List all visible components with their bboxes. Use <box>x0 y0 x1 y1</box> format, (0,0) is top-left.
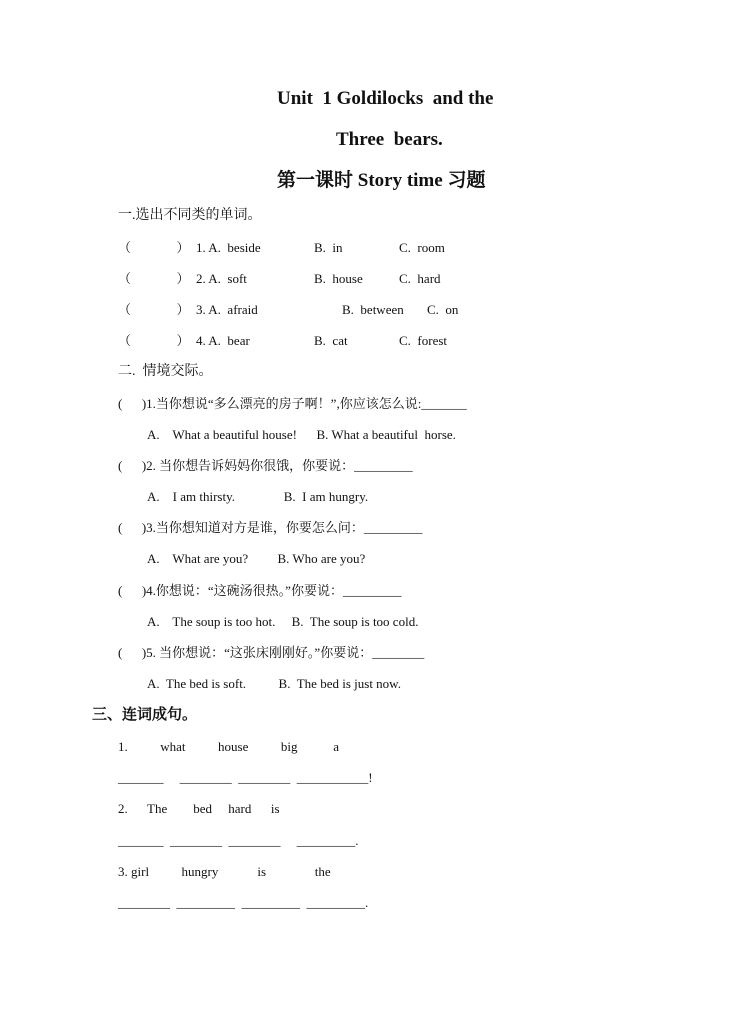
option-b: B. house <box>314 271 363 286</box>
question-1[interactable]: ( )1.当你想说“多么漂亮的房子啊！”,你应该怎么说:_______ <box>118 396 467 411</box>
question-3-options: A. What are you? B. Who are you? <box>147 551 366 566</box>
question-1-options: A. What a beautiful house! B. What a beautiful horse. <box>147 427 456 442</box>
section1-heading: 一.选出不同类的单词。 <box>118 208 262 223</box>
title-line-1: Unit 1 Goldilocks and the <box>277 88 494 109</box>
sentence-1-answer[interactable]: _______ ________ ________ ___________! <box>118 770 373 785</box>
question-4[interactable]: ( )4.你想说：“这碗汤很热。”你要说：_________ <box>118 583 402 598</box>
section3-heading: 三、连词成句。 <box>92 707 198 723</box>
answer-bracket[interactable]: （ ） <box>118 333 190 348</box>
option-c: C. room <box>399 240 445 255</box>
title-line-3: 第一课时 Story time 习题 <box>277 170 486 191</box>
sentence-2-words: 2. The bed hard is <box>118 801 280 816</box>
question-4-options: A. The soup is too hot. B. The soup is too cold. <box>147 614 419 629</box>
question-3[interactable]: ( )3.当你想知道对方是谁，你要怎么问：_________ <box>118 520 423 535</box>
question-5-options: A. The bed is soft. B. The bed is just now. <box>147 676 401 691</box>
option-b: B. cat <box>314 333 348 348</box>
section2-heading: 二. 情境交际。 <box>118 364 213 379</box>
question-2-options: A. I am thirsty. B. I am hungry. <box>147 489 369 504</box>
option-c: C. hard <box>399 271 441 286</box>
sentence-1-words: 1. what house big a <box>118 739 339 754</box>
option-b: B. in <box>314 240 343 255</box>
question-2[interactable]: ( )2. 当你想告诉妈妈你很饿，你要说：_________ <box>118 458 413 473</box>
sentence-2-answer[interactable]: _______ ________ ________ _________. <box>118 833 359 848</box>
answer-bracket[interactable]: （ ） <box>118 302 190 317</box>
option-c: C. on <box>427 302 459 317</box>
sentence-3-words: 3. girl hungry is the <box>118 864 331 879</box>
option-a: 4. A. bear <box>196 333 250 348</box>
title-line-2: Three bears. <box>336 129 443 150</box>
option-a: 2. A. soft <box>196 271 247 286</box>
sentence-3-answer[interactable]: ________ _________ _________ _________. <box>118 895 369 910</box>
option-a: 1. A. beside <box>196 240 261 255</box>
option-a: 3. A. afraid <box>196 302 258 317</box>
answer-bracket[interactable]: （ ） <box>118 271 190 286</box>
question-5[interactable]: ( )5. 当你想说：“这张床刚刚好。”你要说：________ <box>118 645 425 660</box>
option-c: C. forest <box>399 333 448 348</box>
answer-bracket[interactable]: （ ） <box>118 240 190 255</box>
option-b: B. between <box>342 302 404 317</box>
